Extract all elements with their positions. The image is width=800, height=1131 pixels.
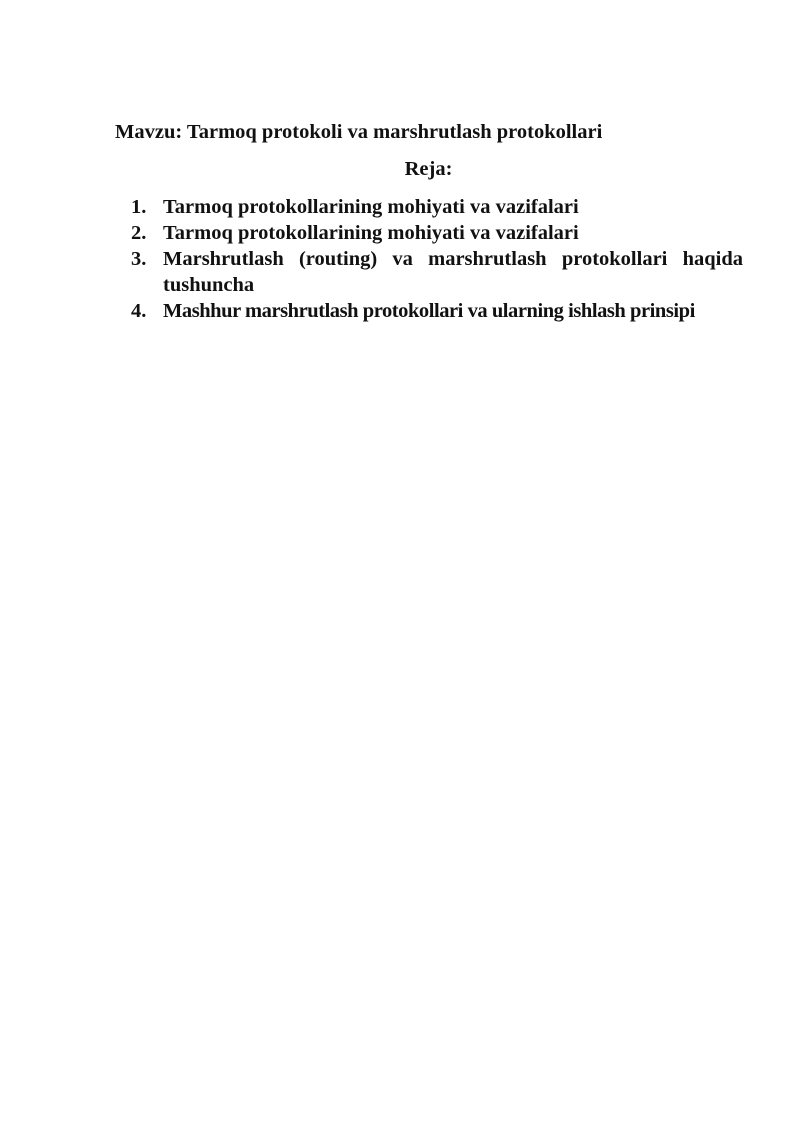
topic-title: Mavzu: Tarmoq protokoli va marshrutlash protokollari (115, 121, 603, 143)
plan-item-number: 1. (131, 196, 147, 218)
plan-item-text: Tarmoq protokollarining mohiyati va vazifalari (163, 222, 579, 244)
plan-list (131, 194, 743, 324)
plan-heading: Reja: (404, 158, 453, 180)
plan-item (131, 246, 743, 298)
plan-item (131, 220, 743, 246)
plan-item-number: 2. (131, 222, 147, 244)
plan-item-number: 3. (131, 248, 147, 270)
plan-item-number: 4. (131, 300, 147, 322)
plan-item-text: Mashhur marshrutlash protokollari va ularning ishlash prinsipi (163, 300, 695, 322)
plan-item-text: Marshrutlash (routing) va marshrutlash protokollari haqida tushuncha (163, 248, 743, 296)
plan-item (131, 298, 743, 324)
plan-item (131, 194, 743, 220)
plan-item-text: Tarmoq protokollarining mohiyati va vazifalari (163, 196, 579, 218)
